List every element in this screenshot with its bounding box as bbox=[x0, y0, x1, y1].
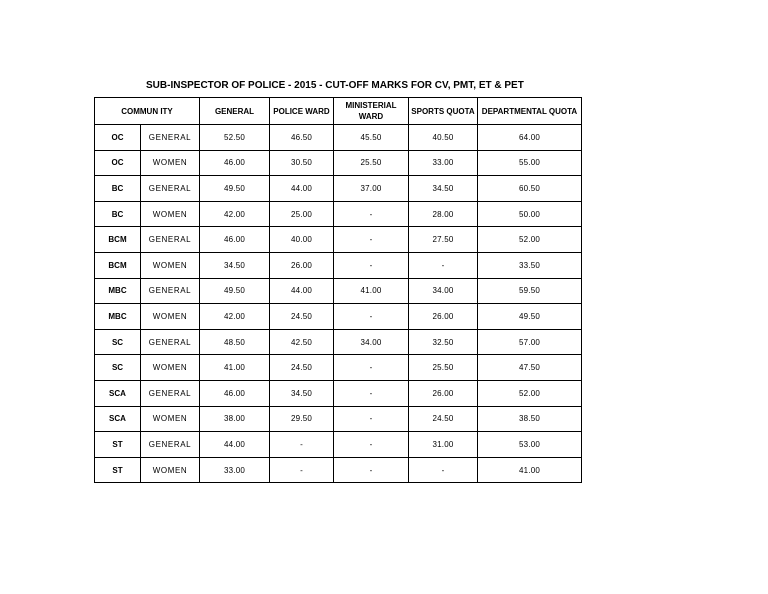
community-cell: SCA bbox=[95, 406, 141, 432]
police-ward-cell: 34.50 bbox=[270, 380, 334, 406]
police-ward-cell: 44.00 bbox=[270, 176, 334, 202]
police-ward-header: POLICE WARD bbox=[270, 98, 334, 125]
ministerial-ward-cell: - bbox=[334, 252, 409, 278]
police-ward-cell: 42.50 bbox=[270, 329, 334, 355]
departmental-quota-cell: 38.50 bbox=[478, 406, 582, 432]
community-cell: BCM bbox=[95, 252, 141, 278]
ministerial-ward-header-line1: MINISTERIAL bbox=[345, 101, 397, 110]
community-cell: SCA bbox=[95, 380, 141, 406]
departmental-quota-header: DEPARTMENTAL QUOTA bbox=[478, 98, 582, 125]
sports-quota-cell: 26.00 bbox=[409, 380, 478, 406]
departmental-quota-cell: 52.00 bbox=[478, 227, 582, 253]
departmental-quota-cell: 53.00 bbox=[478, 432, 582, 458]
table-row bbox=[95, 406, 582, 432]
community-cell: SC bbox=[95, 329, 141, 355]
general-cell: 46.00 bbox=[200, 227, 270, 253]
gender-cell: GENERAL bbox=[141, 176, 200, 202]
police-ward-cell: 26.00 bbox=[270, 252, 334, 278]
ministerial-ward-cell: - bbox=[334, 432, 409, 458]
sports-quota-cell: 27.50 bbox=[409, 227, 478, 253]
ministerial-ward-header bbox=[334, 98, 409, 125]
ministerial-ward-cell: 45.50 bbox=[334, 125, 409, 151]
ministerial-ward-header-line2: WARD bbox=[358, 112, 384, 121]
departmental-quota-cell: 50.00 bbox=[478, 201, 582, 227]
general-cell: 42.00 bbox=[200, 304, 270, 330]
gender-cell: GENERAL bbox=[141, 432, 200, 458]
ministerial-ward-cell: 34.00 bbox=[334, 329, 409, 355]
sports-quota-header: SPORTS QUOTA bbox=[409, 98, 478, 125]
gender-cell: WOMEN bbox=[141, 355, 200, 381]
community-cell: OC bbox=[95, 125, 141, 151]
sports-quota-cell: 28.00 bbox=[409, 201, 478, 227]
sports-quota-cell: 31.00 bbox=[409, 432, 478, 458]
gender-cell: WOMEN bbox=[141, 406, 200, 432]
gender-cell: WOMEN bbox=[141, 150, 200, 176]
table-row bbox=[95, 252, 582, 278]
police-ward-cell: 44.00 bbox=[270, 278, 334, 304]
header-row bbox=[95, 98, 582, 125]
police-ward-cell: 24.50 bbox=[270, 304, 334, 330]
general-header: GENERAL bbox=[200, 98, 270, 125]
police-ward-cell: 29.50 bbox=[270, 406, 334, 432]
sports-quota-cell: 34.00 bbox=[409, 278, 478, 304]
general-cell: 33.00 bbox=[200, 457, 270, 483]
community-cell: OC bbox=[95, 150, 141, 176]
page-title: SUB-INSPECTOR OF POLICE - 2015 - CUT-OFF MARKS FOR CV, PMT, ET & PET bbox=[146, 80, 524, 91]
departmental-quota-cell: 33.50 bbox=[478, 252, 582, 278]
table-row bbox=[95, 150, 582, 176]
ministerial-ward-cell: - bbox=[334, 406, 409, 432]
community-cell: ST bbox=[95, 457, 141, 483]
table-row bbox=[95, 380, 582, 406]
gender-cell: WOMEN bbox=[141, 201, 200, 227]
departmental-quota-cell: 52.00 bbox=[478, 380, 582, 406]
general-cell: 46.00 bbox=[200, 380, 270, 406]
police-ward-cell: 46.50 bbox=[270, 125, 334, 151]
police-ward-cell: - bbox=[270, 457, 334, 483]
general-cell: 52.50 bbox=[200, 125, 270, 151]
gender-cell: GENERAL bbox=[141, 227, 200, 253]
sports-quota-cell: - bbox=[409, 252, 478, 278]
police-ward-cell: 25.00 bbox=[270, 201, 334, 227]
table-row bbox=[95, 176, 582, 202]
gender-cell: WOMEN bbox=[141, 304, 200, 330]
gender-cell: GENERAL bbox=[141, 125, 200, 151]
cutoff-marks-table bbox=[94, 97, 582, 483]
ministerial-ward-cell: - bbox=[334, 457, 409, 483]
general-cell: 46.00 bbox=[200, 150, 270, 176]
general-cell: 48.50 bbox=[200, 329, 270, 355]
table-row bbox=[95, 329, 582, 355]
general-cell: 34.50 bbox=[200, 252, 270, 278]
table-row bbox=[95, 355, 582, 381]
departmental-quota-cell: 60.50 bbox=[478, 176, 582, 202]
ministerial-ward-cell: - bbox=[334, 380, 409, 406]
departmental-quota-cell: 55.00 bbox=[478, 150, 582, 176]
departmental-quota-cell: 59.50 bbox=[478, 278, 582, 304]
ministerial-ward-cell: - bbox=[334, 201, 409, 227]
general-cell: 38.00 bbox=[200, 406, 270, 432]
sports-quota-cell: 25.50 bbox=[409, 355, 478, 381]
departmental-quota-cell: 47.50 bbox=[478, 355, 582, 381]
ministerial-ward-cell: 25.50 bbox=[334, 150, 409, 176]
table-row bbox=[95, 201, 582, 227]
community-cell: MBC bbox=[95, 304, 141, 330]
police-ward-cell: 24.50 bbox=[270, 355, 334, 381]
community-cell: BCM bbox=[95, 227, 141, 253]
police-ward-cell: 30.50 bbox=[270, 150, 334, 176]
ministerial-ward-cell: 37.00 bbox=[334, 176, 409, 202]
ministerial-ward-cell: 41.00 bbox=[334, 278, 409, 304]
ministerial-ward-cell: - bbox=[334, 355, 409, 381]
sports-quota-cell: 26.00 bbox=[409, 304, 478, 330]
table-row bbox=[95, 227, 582, 253]
sports-quota-cell: - bbox=[409, 457, 478, 483]
general-cell: 44.00 bbox=[200, 432, 270, 458]
police-ward-cell: - bbox=[270, 432, 334, 458]
departmental-quota-cell: 64.00 bbox=[478, 125, 582, 151]
community-cell: ST bbox=[95, 432, 141, 458]
departmental-quota-cell: 41.00 bbox=[478, 457, 582, 483]
gender-cell: GENERAL bbox=[141, 380, 200, 406]
community-cell: BC bbox=[95, 176, 141, 202]
gender-cell: GENERAL bbox=[141, 278, 200, 304]
general-cell: 49.50 bbox=[200, 176, 270, 202]
table-row bbox=[95, 304, 582, 330]
table-row bbox=[95, 457, 582, 483]
gender-cell: WOMEN bbox=[141, 252, 200, 278]
sports-quota-cell: 33.00 bbox=[409, 150, 478, 176]
community-cell: SC bbox=[95, 355, 141, 381]
gender-cell: WOMEN bbox=[141, 457, 200, 483]
sports-quota-cell: 40.50 bbox=[409, 125, 478, 151]
sports-quota-cell: 24.50 bbox=[409, 406, 478, 432]
ministerial-ward-cell: - bbox=[334, 304, 409, 330]
general-cell: 41.00 bbox=[200, 355, 270, 381]
police-ward-cell: 40.00 bbox=[270, 227, 334, 253]
community-cell: MBC bbox=[95, 278, 141, 304]
sports-quota-cell: 34.50 bbox=[409, 176, 478, 202]
gender-cell: GENERAL bbox=[141, 329, 200, 355]
departmental-quota-cell: 49.50 bbox=[478, 304, 582, 330]
community-header: COMMUN ITY bbox=[95, 98, 200, 125]
departmental-quota-cell: 57.00 bbox=[478, 329, 582, 355]
table-row bbox=[95, 125, 582, 151]
table-row bbox=[95, 432, 582, 458]
general-cell: 42.00 bbox=[200, 201, 270, 227]
general-cell: 49.50 bbox=[200, 278, 270, 304]
community-cell: BC bbox=[95, 201, 141, 227]
ministerial-ward-cell: - bbox=[334, 227, 409, 253]
sports-quota-cell: 32.50 bbox=[409, 329, 478, 355]
table-row bbox=[95, 278, 582, 304]
